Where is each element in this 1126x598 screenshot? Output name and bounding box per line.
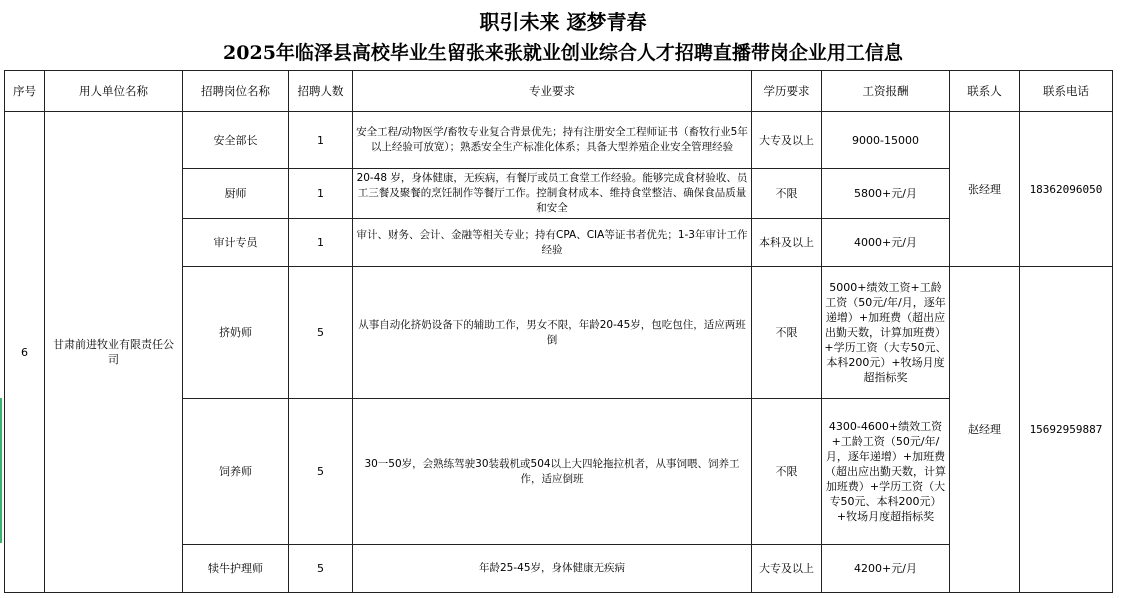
- page-subtitle: 2025年临泽县高校毕业生留张来张就业创业综合人才招聘直播带岗企业用工信息: [223, 42, 903, 64]
- phone-cell[interactable]: 18362096050: [1020, 112, 1113, 267]
- salary-cell[interactable]: 4200+元/月: [822, 545, 950, 593]
- contact-cell[interactable]: 张经理: [950, 112, 1020, 267]
- position-cell[interactable]: 饲养师: [183, 399, 289, 545]
- seq-cell[interactable]: 6: [5, 112, 45, 593]
- requirement-cell[interactable]: 审计、财务、会计、金融等相关专业；持有CPA、CIA等证书者优先；1-3年审计工作经验: [353, 219, 752, 267]
- header-company[interactable]: 用人单位名称: [45, 71, 183, 112]
- count-cell[interactable]: 5: [289, 545, 353, 593]
- job-table: [4, 70, 1113, 593]
- count-cell[interactable]: 1: [289, 219, 353, 267]
- count-cell[interactable]: 5: [289, 267, 353, 399]
- education-cell[interactable]: 大专及以上: [752, 545, 822, 593]
- header-education[interactable]: 学历要求: [752, 71, 822, 112]
- header-count[interactable]: 招聘人数: [289, 71, 353, 112]
- requirement-cell[interactable]: 年龄25-45岁，身体健康无疾病: [353, 545, 752, 593]
- requirement-cell[interactable]: 20-48 岁，身体健康，无疾病，有餐厅或员工食堂工作经验。能够完成食材验收、员工三餐及聚餐的烹饪制作等餐厅工作。控制食材成本、维持食堂整洁、确保食品质量和安全: [353, 169, 752, 219]
- position-cell[interactable]: 审计专员: [183, 219, 289, 267]
- education-cell[interactable]: 本科及以上: [752, 219, 822, 267]
- education-cell[interactable]: 不限: [752, 267, 822, 399]
- requirement-cell[interactable]: 安全工程/动物医学/畜牧专业复合背景优先；持有注册安全工程师证书（畜牧行业5年以上经验可放宽）；熟悉安全生产标准化体系；具备大型养殖企业安全管理经验: [353, 112, 752, 169]
- table-row: [5, 112, 1113, 169]
- header-phone[interactable]: 联系电话: [1020, 71, 1113, 112]
- education-cell[interactable]: 大专及以上: [752, 112, 822, 169]
- salary-cell[interactable]: 5800+元/月: [822, 169, 950, 219]
- header-seq[interactable]: 序号: [5, 71, 45, 112]
- salary-cell[interactable]: 5000+绩效工资+工龄工资（50元/年/月，逐年递增）+加班费（超出应出勤天数，计算加班费）+学历工资（大专50元、本科200元）+牧场月度超指标奖: [822, 267, 950, 399]
- header-row: [5, 71, 1113, 112]
- header-salary[interactable]: 工资报酬: [822, 71, 950, 112]
- salary-cell[interactable]: 9000-15000: [822, 112, 950, 169]
- company-cell[interactable]: 甘肃前进牧业有限责任公司: [45, 112, 183, 593]
- selection-edge-marker: [0, 398, 2, 543]
- salary-cell[interactable]: 4300-4600+绩效工资+工龄工资（50元/年/月，逐年递增）+加班费（超出应出勤天数，计算加班费）+学历工资（大专50元、本科200元）+牧场月度超指标奖: [822, 399, 950, 545]
- education-cell[interactable]: 不限: [752, 169, 822, 219]
- contact-cell[interactable]: 赵经理: [950, 267, 1020, 593]
- requirement-cell[interactable]: 30一50岁，会熟练驾驶30装载机或504以上大四轮拖拉机者，从事饲喂、饲养工作，适应倒班: [353, 399, 752, 545]
- salary-cell[interactable]: 4000+元/月: [822, 219, 950, 267]
- position-cell[interactable]: 犊牛护理师: [183, 545, 289, 593]
- position-cell[interactable]: 厨师: [183, 169, 289, 219]
- count-cell[interactable]: 5: [289, 399, 353, 545]
- position-cell[interactable]: 挤奶师: [183, 267, 289, 399]
- position-cell[interactable]: 安全部长: [183, 112, 289, 169]
- count-cell[interactable]: 1: [289, 112, 353, 169]
- count-cell[interactable]: 1: [289, 169, 353, 219]
- education-cell[interactable]: 不限: [752, 399, 822, 545]
- header-requirement[interactable]: 专业要求: [353, 71, 752, 112]
- requirement-cell[interactable]: 从事自动化挤奶设备下的辅助工作，男女不限，年龄20-45岁，包吃包住，适应两班倒: [353, 267, 752, 399]
- header-position[interactable]: 招聘岗位名称: [183, 71, 289, 112]
- phone-cell[interactable]: 15692959887: [1020, 267, 1113, 593]
- header-contact[interactable]: 联系人: [950, 71, 1020, 112]
- page-title: 职引未来 逐梦青春: [479, 10, 647, 34]
